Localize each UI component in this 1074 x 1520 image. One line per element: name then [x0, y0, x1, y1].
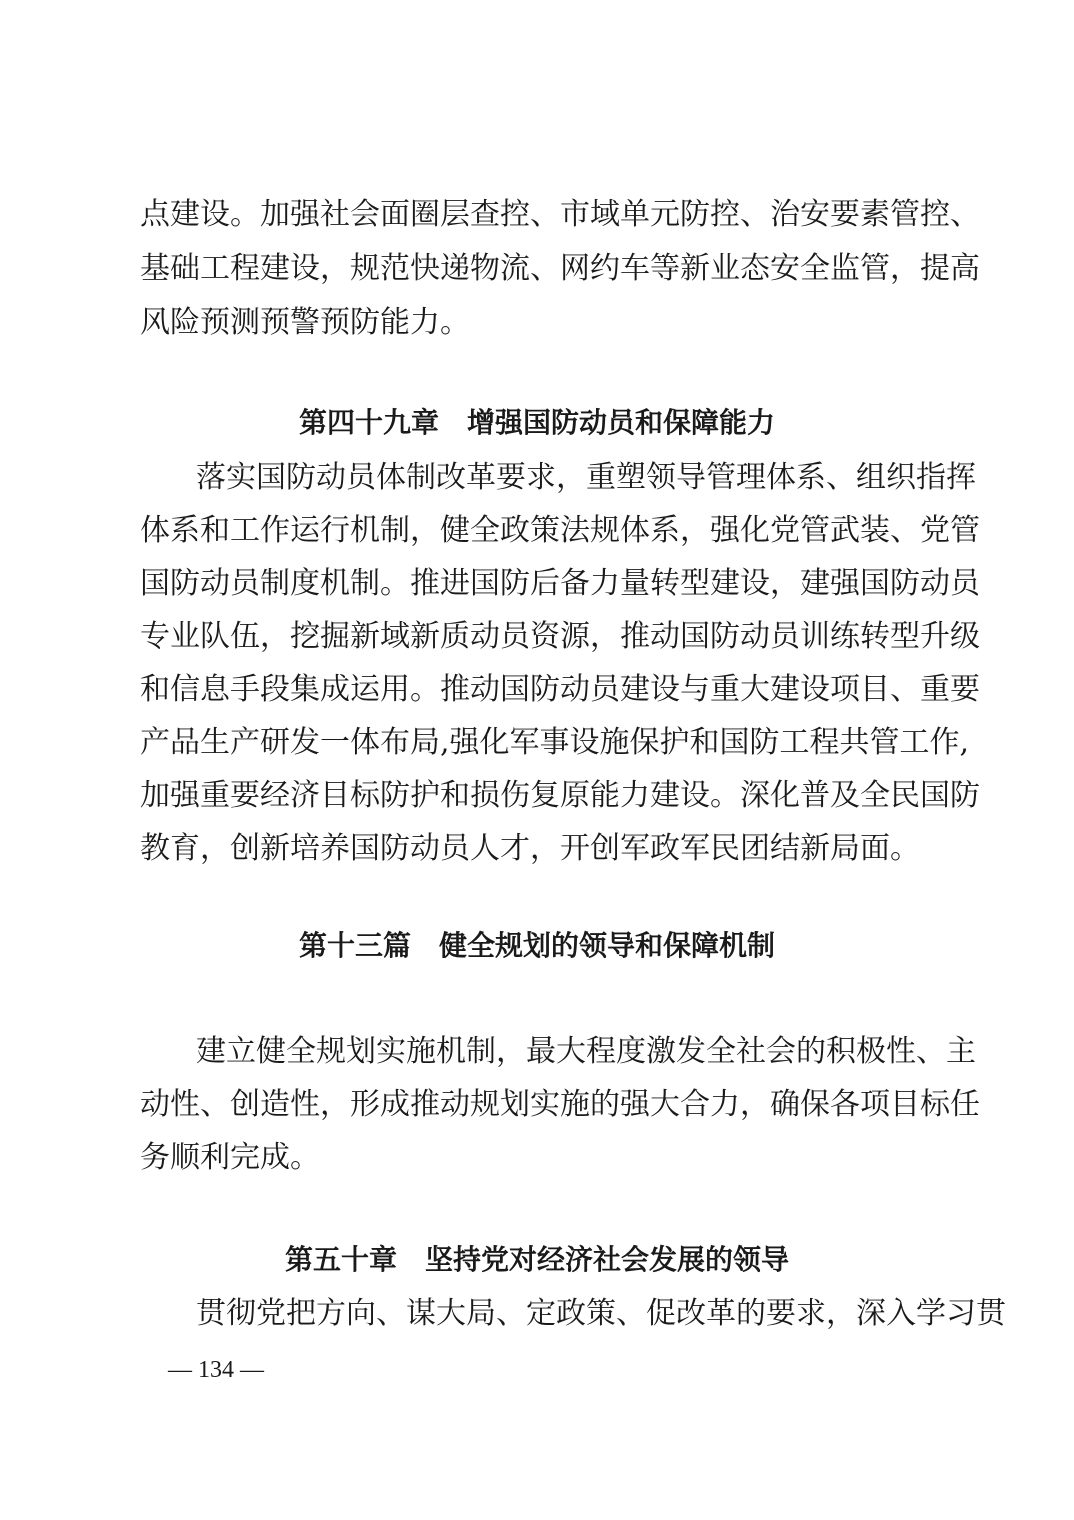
body-text-line: 专业队伍，挖掘新域新质动员资源，推动国防动员训练转型升级: [140, 619, 980, 654]
body-text-line: 风险预测预警预防能力。: [140, 305, 470, 340]
body-text-line: 贯彻党把方向、谋大局、定政策、促改革的要求，深入学习贯: [196, 1296, 1006, 1331]
body-text-line: 点建设。加强社会面圈层查控、市域单元防控、治安要素管控、: [140, 197, 980, 232]
body-text-line: 建立健全规划实施机制，最大程度激发全社会的积极性、主: [196, 1034, 976, 1069]
part-heading: 第十三篇 健全规划的领导和保障机制: [298, 929, 775, 962]
body-text-line: 产品生产研发一体布局,强化军事设施保护和国防工程共管工作,: [140, 725, 970, 760]
body-text-line: 体系和工作运行机制，健全政策法规体系，强化党管武装、党管: [140, 513, 980, 548]
body-text-line: 动性、创造性，形成推动规划实施的强大合力，确保各项目标任: [140, 1087, 980, 1122]
page-number: — 134 —: [168, 1357, 264, 1383]
body-text-line: 和信息手段集成运用。推动国防动员建设与重大建设项目、重要: [140, 672, 980, 707]
chapter-heading: 第四十九章 增强国防动员和保障能力: [298, 406, 775, 439]
body-text-line: 基础工程建设，规范快递物流、网约车等新业态安全监管，提高: [140, 251, 980, 286]
body-text-line: 加强重要经济目标防护和损伤复原能力建设。深化普及全民国防: [140, 778, 980, 813]
body-text-line: 落实国防动员体制改革要求，重塑领导管理体系、组织指挥: [196, 460, 976, 495]
chapter-heading: 第五十章 坚持党对经济社会发展的领导: [284, 1243, 789, 1276]
body-text-line: 国防动员制度机制。推进国防后备力量转型建设，建强国防动员: [140, 566, 980, 601]
body-text-line: 务顺利完成。: [140, 1140, 320, 1175]
body-text-line: 教育，创新培养国防动员人才，开创军政军民团结新局面。: [140, 831, 920, 866]
